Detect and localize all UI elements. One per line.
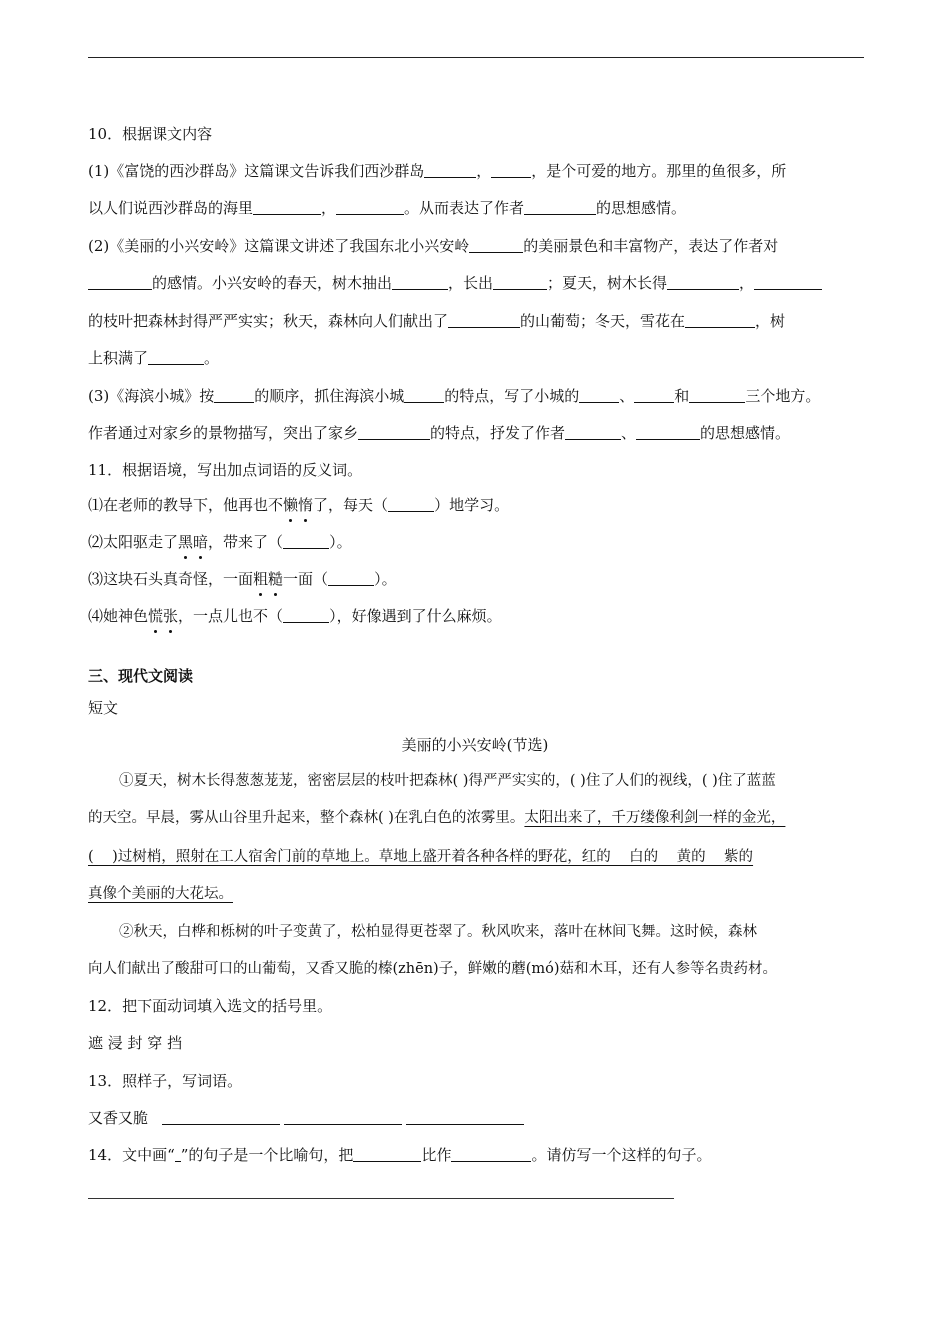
answer-blank[interactable] [328, 570, 374, 586]
passage-para1-line1: ①夏天，树木长得葱葱茏茏，密密层层的枝叶把森林( )得严严实实的，( )住了人们的视线，( )住了蓝蓝 [119, 773, 776, 789]
answer-blank[interactable] [388, 496, 434, 512]
question-13-example: 又香又脆 [88, 1107, 524, 1129]
answer-blank[interactable] [406, 1109, 524, 1125]
answer-blank[interactable] [524, 199, 596, 215]
answer-blank[interactable] [448, 312, 520, 328]
answer-blank[interactable] [689, 387, 745, 403]
answer-blank[interactable] [162, 1109, 280, 1125]
section-subheading: 短文 [88, 699, 119, 717]
question-10-part1-line1: (1)《富饶的西沙群岛》这篇课文告诉我们西沙群岛 ， ，是个可爱的地方。那里的鱼很多，所 [88, 162, 787, 180]
question-10-part2-line3: 的枝叶把森林封得严严实实；秋天，森林向人们献出了 的山葡萄；冬天，雪花在 ，树 [88, 312, 786, 330]
question-12-title: 12．把下面动词填入选文的括号里。 [88, 997, 333, 1015]
header-rule [88, 57, 864, 58]
answer-blank[interactable] [451, 1146, 531, 1162]
question-10-part3-line2: 作者通过对家乡的景物描写，突出了家乡 的特点，抒发了作者 、 的思想感情。 [88, 424, 791, 442]
question-12-words: 遮 浸 封 穿 挡 [88, 1034, 183, 1052]
question-10-part2-line2: 的感情。小兴安岭的春天，树木抽出 ，长出 ；夏天，树木长得 ， [88, 272, 822, 294]
question-11-item4: ⑷她神色慌张，一点儿也不（ ），好像遇到了什么麻烦。 [88, 607, 502, 625]
answer-blank[interactable] [424, 162, 476, 178]
underlined-sentence: 真像个美丽的大花坛。 [88, 886, 233, 902]
answer-blank[interactable] [493, 274, 547, 290]
answer-blank[interactable] [214, 387, 254, 403]
answer-blank[interactable] [336, 199, 404, 215]
answer-blank[interactable] [685, 312, 755, 328]
question-14: 14．文中画“ ”的句子是一个比喻句，把 比作 。请仿写一个这样的句子。 [88, 1146, 712, 1164]
answer-line[interactable] [88, 1198, 674, 1199]
answer-blank[interactable] [283, 533, 329, 549]
answer-blank[interactable] [634, 387, 674, 403]
passage-title: 美丽的小兴安岭(节选) [401, 736, 549, 754]
question-13-title: 13．照样子，写词语。 [88, 1072, 243, 1090]
section-heading: 三、现代文阅读 [88, 667, 194, 685]
passage-para1-line2: 的天空。早晨，雾从山谷里升起来，整个森林( )在乳白色的浓雾里。太阳出来了，千万缕像利剑一样的金光， [88, 810, 786, 826]
answer-blank[interactable] [754, 274, 822, 290]
answer-blank[interactable] [667, 274, 739, 290]
question-10-title: 10．根据课文内容 [88, 125, 213, 143]
answer-blank[interactable] [358, 424, 430, 440]
question-10-part3-line1: (3)《海滨小城》按 的顺序，抓住海滨小城 的特点，写了小城的 、 和 三个地方。 [88, 387, 821, 405]
question-11-item1: ⑴在老师的教导下，他再也不懒惰了，每天（ ）地学习。 [88, 496, 510, 514]
question-10-part2-line1: (2)《美丽的小兴安岭》这篇课文讲述了我国东北小兴安岭 的美丽景色和丰富物产，表达了作者对 [88, 237, 779, 255]
question-10-part2-line4: 上积满了 。 [88, 349, 220, 367]
question-10-part1-line2: 以人们说西沙群岛的海里 ， 。从而表达了作者 的思想感情。 [88, 199, 687, 217]
answer-blank[interactable] [284, 1109, 402, 1125]
underlined-sentence: 太阳出来了，千万缕像利剑一样的金光 [524, 810, 771, 826]
answer-blank[interactable] [404, 387, 444, 403]
underlined-sentence: ( )过树梢，照射在工人宿舍门前的草地上。草地上盛开着各种各样的野花，红的 白的 黄的 紫的 [88, 849, 754, 865]
answer-blank[interactable] [148, 349, 204, 365]
answer-blank[interactable] [253, 199, 321, 215]
answer-blank[interactable] [636, 424, 700, 440]
answer-blank[interactable] [469, 237, 523, 253]
question-11-item3: ⑶这块石头真奇怪，一面粗糙一面（ ）。 [88, 570, 397, 588]
answer-blank[interactable] [565, 424, 621, 440]
answer-blank[interactable] [579, 387, 619, 403]
answer-blank[interactable] [392, 274, 448, 290]
question-11-item2: ⑵太阳驱走了黑暗，带来了（ ）。 [88, 533, 352, 551]
passage-para2-line1: ②秋天，白桦和栎树的叶子变黄了，松柏显得更苍翠了。秋风吹来，落叶在林间飞舞。这时候，森林 [119, 924, 757, 940]
answer-blank[interactable] [88, 274, 152, 290]
passage-para1-line4 [88, 883, 233, 905]
answer-blank[interactable] [353, 1146, 421, 1162]
answer-blank[interactable] [283, 607, 329, 623]
question-11-title: 11．根据语境，写出加点词语的反义词。 [88, 461, 363, 479]
answer-blank[interactable] [491, 162, 531, 178]
passage-para1-line3 [88, 846, 753, 868]
passage-para2-line2: 向人们献出了酸甜可口的山葡萄，又香又脆的榛(zhēn)子，鲜嫩的蘑(mó)菇和木耳，还有人参等名贵药材。 [88, 961, 778, 977]
